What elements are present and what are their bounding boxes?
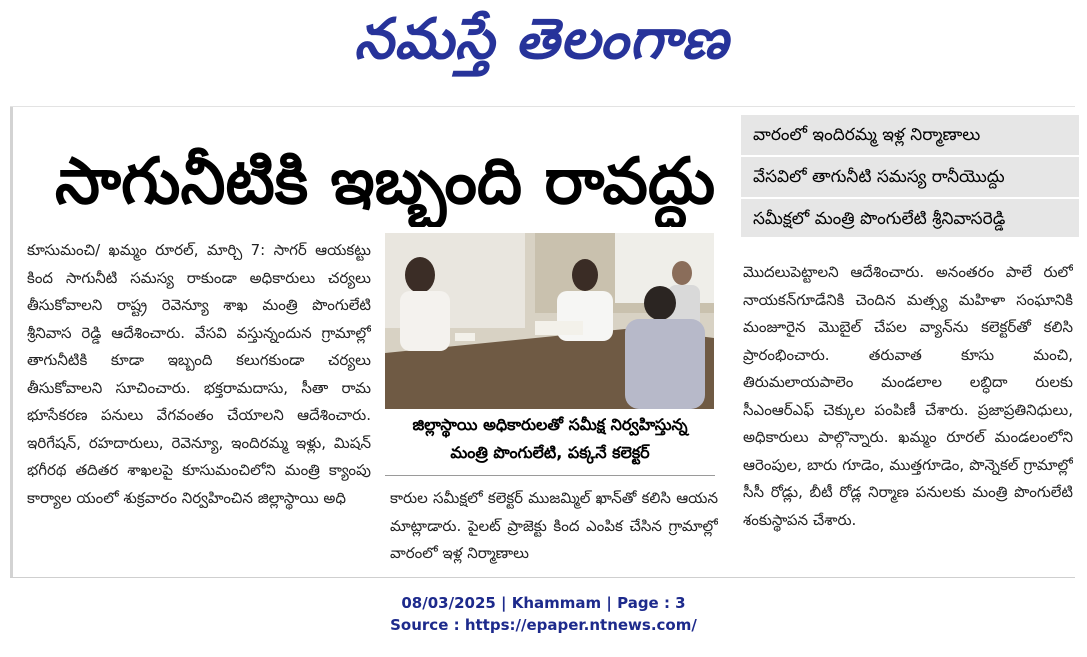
photo-caption-line-2: మంత్రి పొంగులేటి, పక్కనే కలెక్టర్ bbox=[450, 443, 650, 462]
page-footer bbox=[0, 592, 1087, 636]
meeting-photo bbox=[385, 233, 714, 409]
column-3-text: మొదలుపెట్టాలని ఆదేశించారు. అనంతరం పాలే రులో నాయకన్‌గూడేనికి చెందిన మత్స్య మహిళా సంఘానికి మంజూరైన మొబైల్ చేపల వ్యాన్‌ను కలెక్టర్‌తో కలిసి ప్రారంభించారు. తరువాత కూసు మంచి, తిరుమలాయపాలెం మండలాల లబ్ధిదా రులకు సీఎంఆర్ఎఫ్ చెక్కుల పంపిణీ చేశారు. ప్రజాప్రతినిధులు, అధికారులు పాల్గొన్నారు. ఖమ్మం రూరల్ మండలంలోని ఆరెంపుల, బారు గూడెం, ముత్తగూడెం, పొన్నెకల్ గ్రామాల్లో సీసీ రోడ్లు, బీటీ రోడ్ల నిర్మాణ పనులకు మంత్రి పొంగులేటి శంకుస్థాపన చేశారు. bbox=[743, 263, 1073, 529]
article-column-2 bbox=[390, 485, 718, 575]
news-clipping bbox=[10, 106, 1075, 578]
caption-divider bbox=[385, 475, 715, 476]
clipping-left-border bbox=[10, 107, 13, 577]
edition-info: 08/03/2025 | Khammam | Page : 3 bbox=[401, 594, 686, 612]
subheadline-3: సమీక్షలో మంత్రి పొంగులేటి శ్రీనివాసరెడ్డి bbox=[753, 209, 1006, 229]
masthead bbox=[0, 0, 1087, 92]
photo-caption-line-1: జిల్లాస్థాయి అధికారులతో సమీక్ష నిర్వహిస్తున్న bbox=[412, 415, 688, 434]
article-column-3 bbox=[743, 259, 1073, 569]
column-1-text: కూసుమంచి/ ఖమ్మం రూరల్, మార్చి 7: సాగర్ ఆయకట్టు కింద సాగునీటి సమస్య రాకుండా అధికారులు చర్యలు తీసుకోవాలని రాష్ట్ర రెవెన్యూ శాఖ మంత్రి పొంగులేటి శ్రీనివాస రెడ్డి ఆదేశించారు. వేసవి వస్తున్నందున గ్రామాల్లో తాగునీటికి కూడా ఇబ్బంది కలుగకుండా చర్యలు తీసుకోవాలని సూచించారు. భక్తరామదాసు, సీతా రామ భూసేకరణ పనులు వేగవంతం చేయాలని ఆదేశించారు. ఇరిగేషన్, రహదారులు, రెవెన్యూ, ఇందిరమ్మ ఇళ్లు, మిషన్ భగీరథ తదితర శాఖలపై కూసుమంచిలోని మంత్రి క్యాంపు కార్యాల యంలో శుక్రవారం నిర్వహించిన జిల్లాస్థాయి అధి bbox=[27, 241, 371, 507]
column-2-text: కారుల సమీక్షలో కలెక్టర్ ముజమ్మిల్ ఖాన్‌తో కలిసి ఆయన మాట్లాడారు. పైలట్ ప్రాజెక్టు కింద ఎంపిక చేసిన గ్రామాల్లో వారంలో ఇళ్ల నిర్మాణాలు bbox=[390, 489, 718, 562]
article-headline: సాగునీటికి ఇబ్బంది రావద్దు bbox=[55, 145, 716, 219]
newspaper-logo: నమస్తే తెలంగాణ bbox=[354, 6, 729, 72]
subheadline-1: వారంలో ఇందిరమ్మ ఇళ్ల నిర్మాణాలు bbox=[741, 115, 1079, 157]
article-column-1 bbox=[27, 237, 371, 573]
photo-caption bbox=[385, 411, 715, 471]
article-photo bbox=[385, 233, 714, 409]
subheadline-2: వేసవిలో తాగునీటి సమస్య రానీయొద్దు bbox=[741, 157, 1079, 199]
subheadline-box bbox=[741, 115, 1079, 237]
source-link[interactable]: Source : https://epaper.ntnews.com/ bbox=[390, 616, 697, 634]
